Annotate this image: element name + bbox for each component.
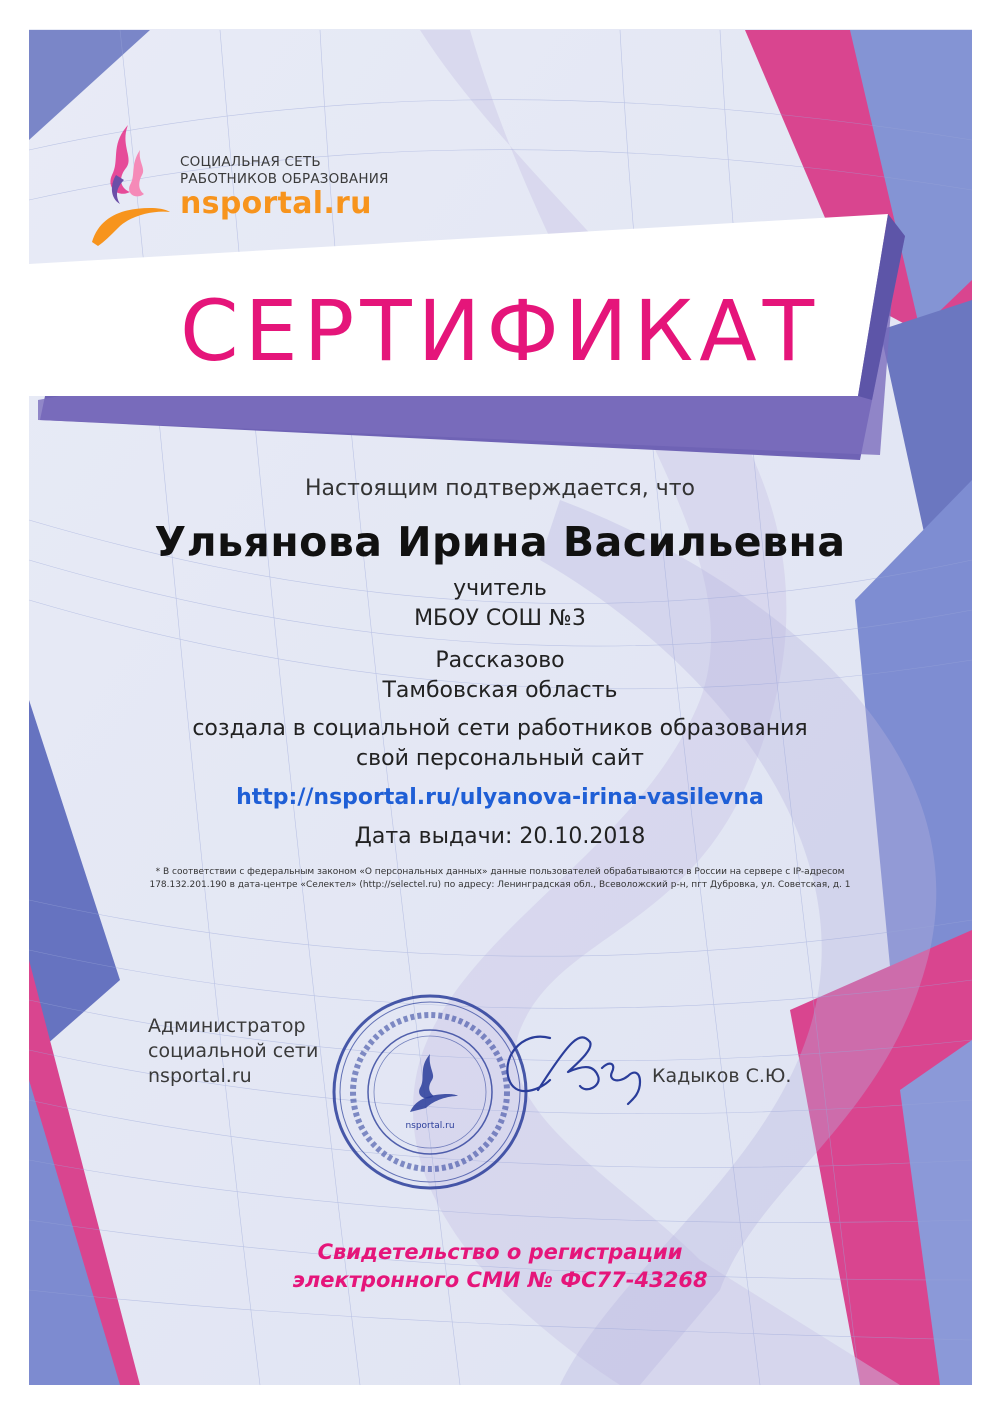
- recipient-position: учитель: [453, 576, 547, 601]
- issue-date: Дата выдачи: 20.10.2018: [354, 824, 646, 849]
- certificate-title: СЕРТИФИКАТ: [179, 282, 821, 380]
- action-text-line-1: создала в социальной сети работников образования: [192, 716, 808, 741]
- registration-line-1: Свидетельство о регистрации: [317, 1240, 683, 1264]
- flame-logo-icon: [90, 120, 170, 250]
- signer-name: Кадыков С.Ю.: [652, 1065, 792, 1087]
- footnote-line-1: * В соответствии с федеральным законом «О персональных данных» данные пользователей обрабатываются в России на сервере с IP-адресом: [155, 867, 845, 877]
- handwritten-signature: [490, 1020, 670, 1110]
- recipient-city: Рассказово: [435, 648, 565, 673]
- nsportal-logo: [90, 120, 410, 250]
- admin-label-line-2: социальной сети: [148, 1040, 319, 1062]
- footnote-line-2: 178.132.201.190 в дата-центре «Селектел» (http://selectel.ru) по адресу: Ленинградская обл., Всеволожский р-н, пгт Дубровка, ул. Советская, д. 1: [149, 880, 851, 890]
- stamp-site-text: nsportal.ru: [405, 1121, 455, 1131]
- admin-label-line-1: Администратор: [148, 1015, 306, 1037]
- recipient-school: МБОУ СОШ №3: [414, 606, 586, 631]
- recipient-name: Ульянова Ирина Васильевна: [154, 518, 846, 566]
- intro-text: Настоящим подтверждается, что: [304, 476, 696, 501]
- logo-text-line-1: СОЦИАЛЬНАЯ СЕТЬ: [180, 154, 321, 170]
- admin-label-line-3: nsportal.ru: [148, 1065, 252, 1087]
- recipient-region: Тамбовская область: [382, 678, 618, 703]
- personal-site-link[interactable]: http://nsportal.ru/ulyanova-irina-vasilevna: [236, 785, 764, 810]
- stamp-flame-icon: [410, 1054, 458, 1112]
- logo-text-line-2: РАБОТНИКОВ ОБРАЗОВАНИЯ: [180, 171, 389, 187]
- action-text-line-2: свой персональный сайт: [356, 746, 644, 771]
- registration-line-2: электронного СМИ № ФС77-43268: [292, 1268, 708, 1292]
- logo-brand: nsportal.ru: [180, 186, 372, 221]
